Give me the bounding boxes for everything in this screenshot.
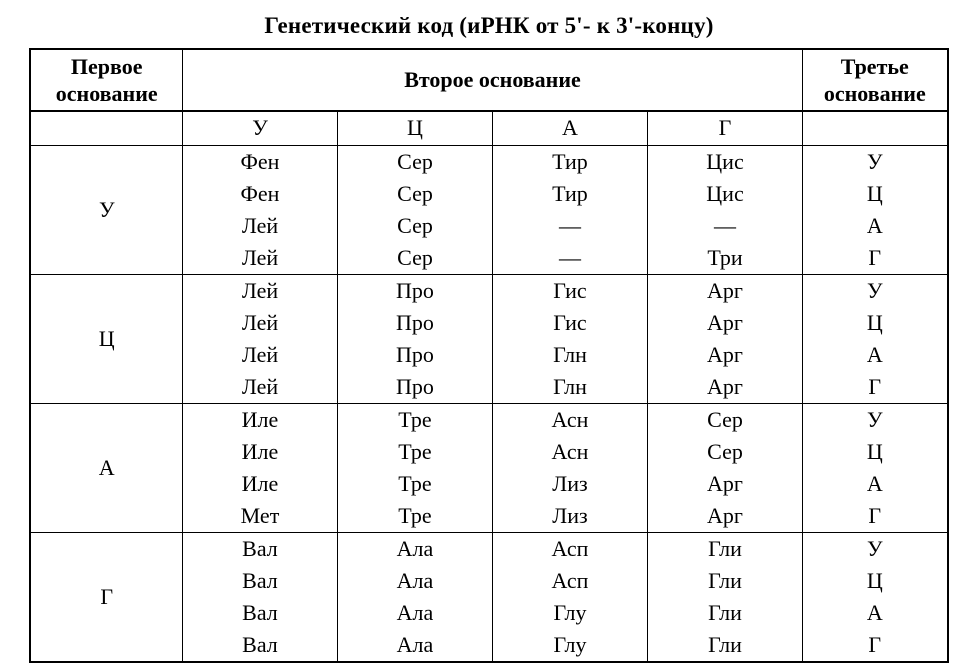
first-base-cell: А <box>30 403 182 532</box>
subheader-base-u: У <box>182 111 337 145</box>
header-first-base: Первое основание <box>30 49 182 111</box>
third-base-cell: У Ц А Г <box>803 274 948 403</box>
amino-acid-cell: Тре Тре Тре Тре <box>337 403 492 532</box>
amino-acid-cell: Асн Асн Лиз Лиз <box>492 403 647 532</box>
subheader-base-g: Г <box>647 111 802 145</box>
header-second-base: Второе основание <box>182 49 802 111</box>
third-base-cell: У Ц А Г <box>803 532 948 662</box>
third-base-cell: У Ц А Г <box>803 145 948 274</box>
amino-acid-cell: Про Про Про Про <box>337 274 492 403</box>
amino-acid-cell: Сер Сер Арг Арг <box>647 403 802 532</box>
third-base-cell: У Ц А Г <box>803 403 948 532</box>
header-third-base: Третье основание <box>803 49 948 111</box>
amino-acid-cell: Цис Цис — Три <box>647 145 802 274</box>
amino-acid-cell: Гли Гли Гли Гли <box>647 532 802 662</box>
table-row-group-u <box>30 145 947 274</box>
subheader-base-a: А <box>492 111 647 145</box>
page-title: Генетический код (иРНК от 5'- к 3'-концу) <box>264 13 714 38</box>
amino-acid-cell: Иле Иле Иле Мет <box>182 403 337 532</box>
amino-acid-cell: Сер Сер Сер Сер <box>337 145 492 274</box>
subheader-empty-left <box>30 111 182 145</box>
subheader-empty-right <box>803 111 948 145</box>
amino-acid-cell: Арг Арг Арг Арг <box>647 274 802 403</box>
amino-acid-cell: Лей Лей Лей Лей <box>182 274 337 403</box>
first-base-cell: Г <box>30 532 182 662</box>
first-base-cell: Ц <box>30 274 182 403</box>
subheader-base-c: Ц <box>337 111 492 145</box>
amino-acid-cell: Ала Ала Ала Ала <box>337 532 492 662</box>
table-row-group-g <box>30 532 947 662</box>
amino-acid-cell: Тир Тир — — <box>492 145 647 274</box>
table-header-row <box>30 49 947 111</box>
amino-acid-cell: Асп Асп Глу Глу <box>492 532 647 662</box>
first-base-cell: У <box>30 145 182 274</box>
amino-acid-cell: Вал Вал Вал Вал <box>182 532 337 662</box>
table-row-group-c <box>30 274 947 403</box>
table-row-group-a <box>30 403 947 532</box>
genetic-code-table <box>29 48 948 663</box>
amino-acid-cell: Гис Гис Глн Глн <box>492 274 647 403</box>
amino-acid-cell: Фен Фен Лей Лей <box>182 145 337 274</box>
table-subheader-row <box>30 111 947 145</box>
